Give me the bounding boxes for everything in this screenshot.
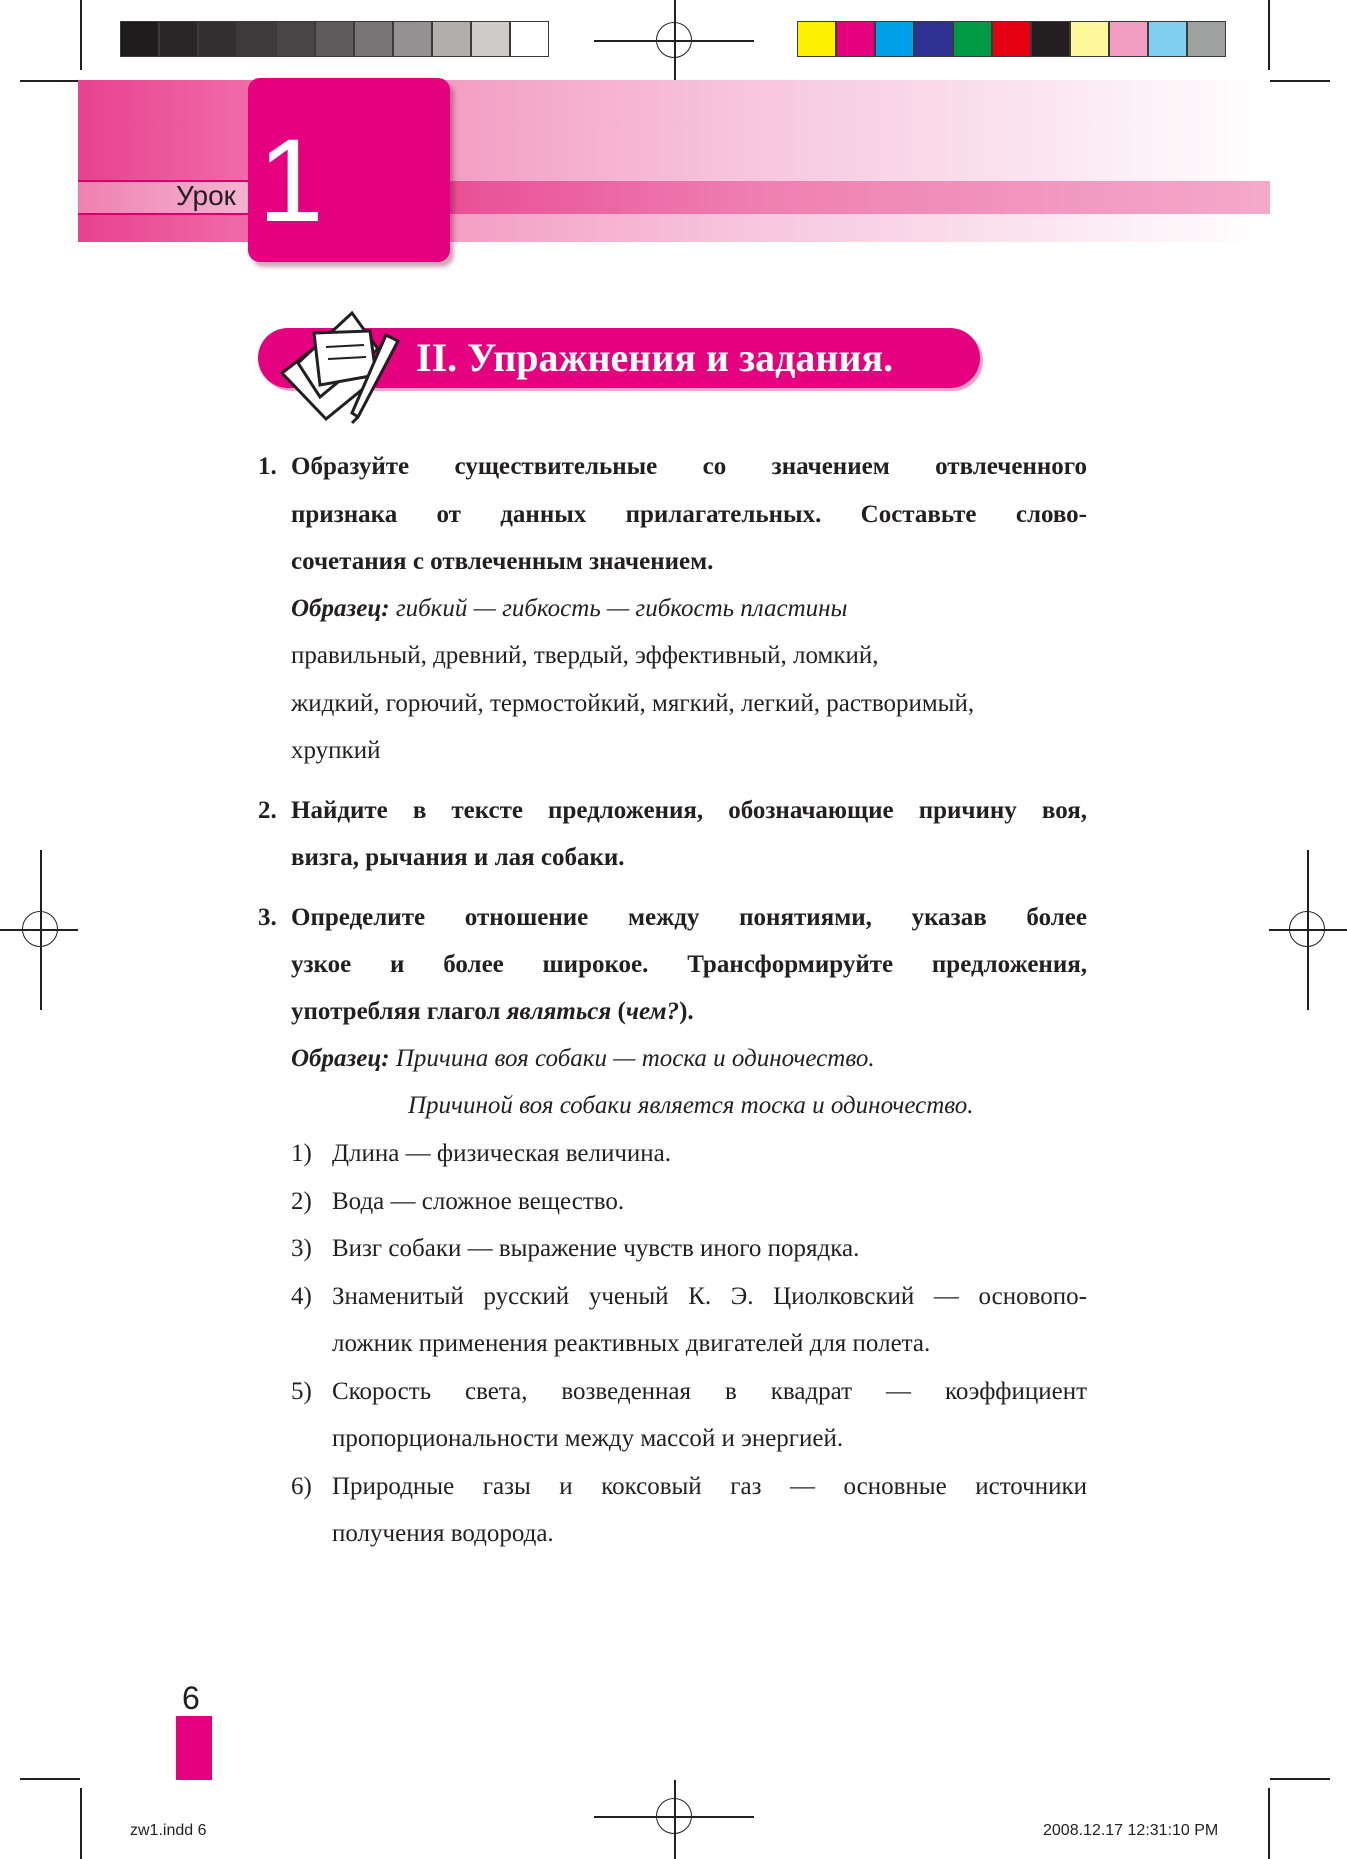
sample-line-1: Причина воя собаки — тоска и одиночество. xyxy=(395,1045,875,1072)
color-swatch xyxy=(914,21,953,57)
lesson-label: Урок xyxy=(176,180,236,211)
item-number: 1) xyxy=(291,1140,312,1167)
lesson-number: 1 xyxy=(258,115,324,247)
color-swatch xyxy=(953,21,992,57)
gray-swatch xyxy=(120,21,159,57)
color-swatch xyxy=(1148,21,1187,57)
exercise-3-line-3 xyxy=(291,997,694,1027)
line3-paren-open: ( xyxy=(611,998,626,1025)
color-swatch xyxy=(1187,21,1226,57)
exercise-1-sample xyxy=(291,594,847,624)
exercise-2-line-1: Найдите в тексте предложения, обозначающие причину воя, xyxy=(291,797,1087,824)
item-text-line: Скорость света, возведенная в квадрат — коэффициент xyxy=(332,1378,1087,1405)
item-number: 3) xyxy=(291,1235,312,1262)
gray-swatch xyxy=(315,21,354,57)
papers-pen-icon xyxy=(280,305,410,425)
section-title: II. Упражнения и задания. xyxy=(416,335,894,380)
item-number: 4) xyxy=(291,1283,312,1310)
gray-swatch xyxy=(471,21,510,57)
color-swatch xyxy=(1031,21,1070,57)
sample-text: гибкий — гибкость — гибкость пластины xyxy=(395,595,848,622)
item-number: 2) xyxy=(291,1188,312,1215)
color-swatch xyxy=(836,21,875,57)
line3-pre: употребляя глагол xyxy=(291,998,507,1025)
item-text-line: ложник применения реактивных двигателей для полета. xyxy=(332,1330,931,1357)
gray-swatch xyxy=(237,21,276,57)
page-number: 6 xyxy=(182,1680,200,1716)
exercise-3-line-2: узкое и более широкое. Трансформируйте предложения, xyxy=(291,951,1087,978)
gray-swatch xyxy=(198,21,237,57)
line3-paren-close: ). xyxy=(679,998,694,1025)
exercise-number: 1. xyxy=(258,453,277,480)
item-text-line: пропорциональности между массой и энергией. xyxy=(332,1425,844,1452)
color-swatch xyxy=(992,21,1031,57)
item-text-line: Знаменитый русский ученый К. Э. Циолковский — основопо- xyxy=(332,1283,1087,1310)
slug-file: zw1.indd 6 xyxy=(130,1822,207,1839)
item-number: 6) xyxy=(291,1473,312,1500)
item-text-line: Длина — физическая величина. xyxy=(332,1140,672,1167)
gray-swatch xyxy=(159,21,198,57)
word-list-line-3: хрупкий xyxy=(291,737,381,764)
exercise-3-line-1: Определите отношение между понятиями, указав более xyxy=(291,904,1087,931)
exercise-2-line-2: визга, рычания и лая собаки. xyxy=(291,844,625,871)
item-text-line: Визг собаки — выражение чувств иного порядка. xyxy=(332,1235,860,1262)
gray-swatch xyxy=(432,21,471,57)
item-text-line: получения водорода. xyxy=(332,1520,554,1547)
exercise-number: 3. xyxy=(258,904,277,931)
exercise-1-line-2: признака от данных прилагательных. Составьте слово- xyxy=(291,501,1087,528)
exercise-number: 2. xyxy=(258,797,277,824)
page-tab xyxy=(176,1716,212,1780)
gray-swatch xyxy=(354,21,393,57)
item-number: 5) xyxy=(291,1378,312,1405)
gray-swatch xyxy=(510,21,549,57)
color-swatch xyxy=(797,21,836,57)
gray-swatch xyxy=(393,21,432,57)
exercise-3-sample xyxy=(291,1044,875,1074)
line3-paren-italic: чем? xyxy=(625,998,680,1025)
gray-swatch xyxy=(276,21,315,57)
item-text-line: Вода — сложное вещество. xyxy=(332,1188,625,1215)
word-list-line-2: жидкий, горючий, термостойкий, мягкий, легкий, растворимый, xyxy=(291,690,975,717)
line3-italic-verb: являться xyxy=(506,998,612,1025)
color-swatch xyxy=(875,21,914,57)
sample-label: Образец: xyxy=(291,595,390,622)
sample-line-2: Причиной воя собаки является тоска и одиночество. xyxy=(408,1092,974,1119)
slug-timestamp: 2008.12.17 12:31:10 PM xyxy=(1043,1822,1219,1839)
exercise-1-line-1: Образуйте существительные со значением отвлеченного xyxy=(291,453,1087,480)
color-swatch xyxy=(1070,21,1109,57)
sample-label: Образец: xyxy=(291,1045,390,1072)
color-swatch xyxy=(1109,21,1148,57)
word-list-line-1: правильный, древний, твердый, эффективный, ломкий, xyxy=(291,642,879,669)
exercise-1-line-3: сочетания с отвлеченным значением. xyxy=(291,548,714,575)
item-text-line: Природные газы и коксовый газ — основные источники xyxy=(332,1473,1087,1500)
